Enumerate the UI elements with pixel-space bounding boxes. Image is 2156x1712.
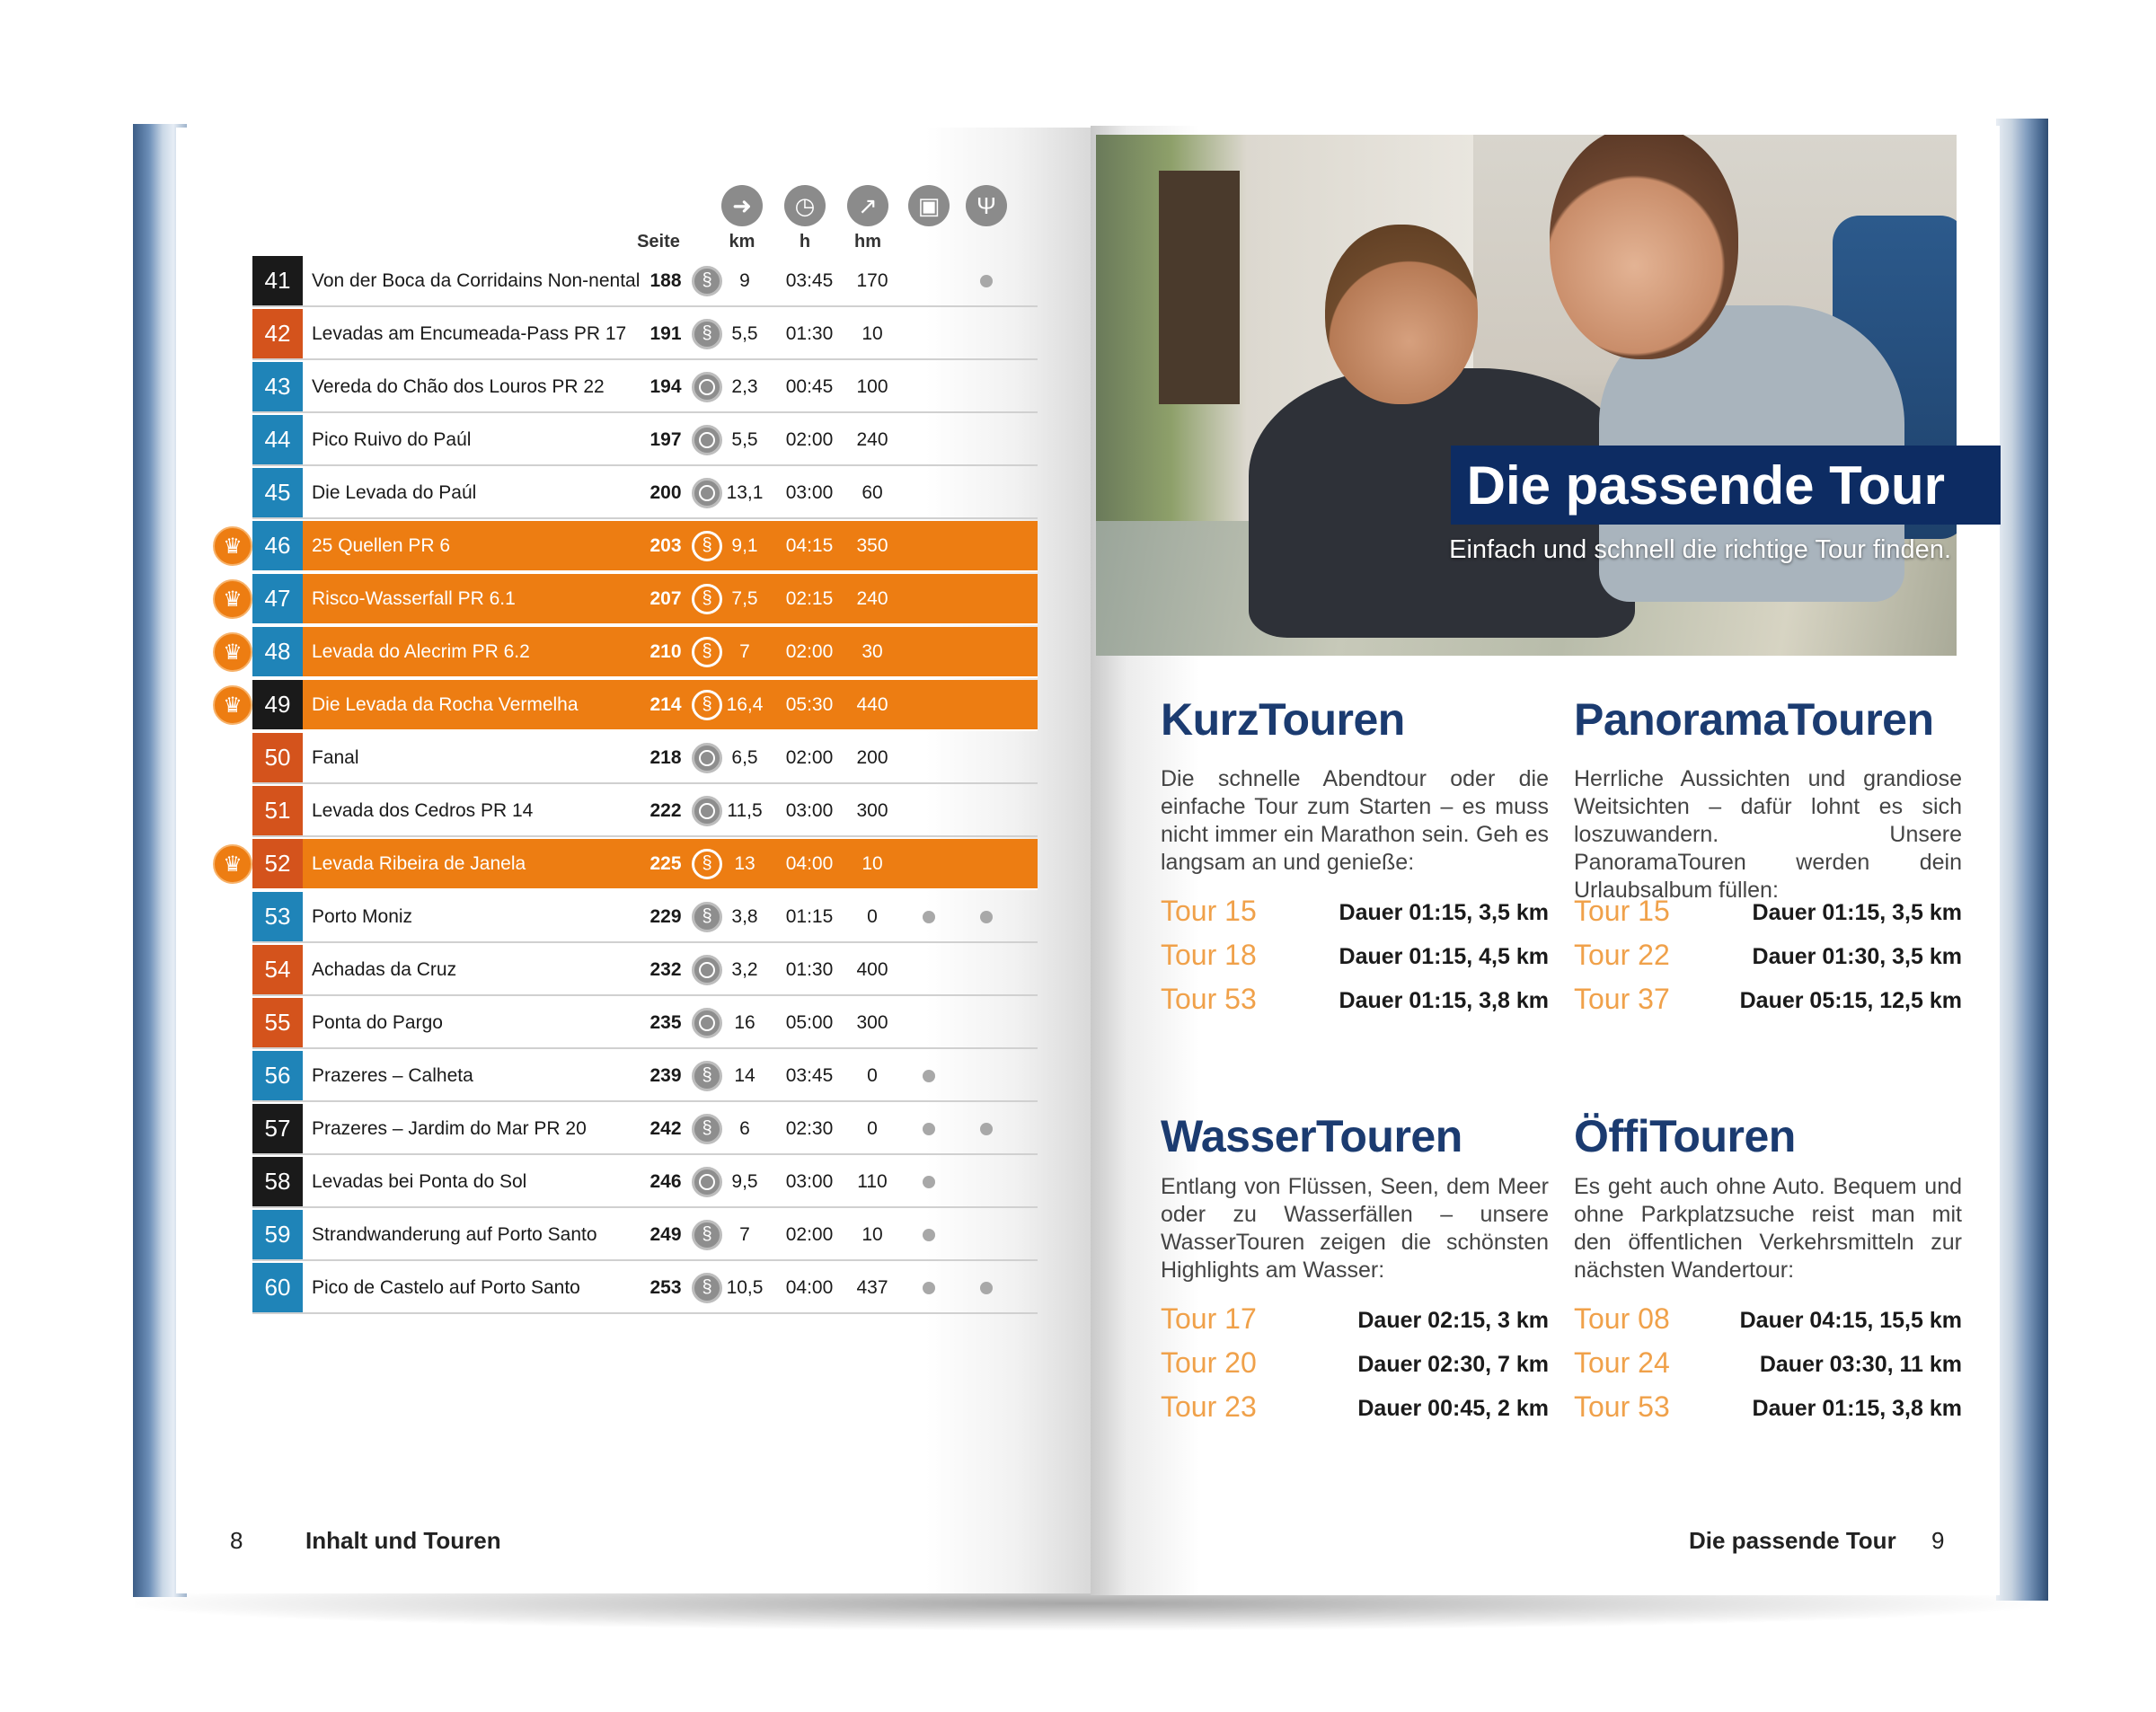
- tour-duration: Dauer 02:30, 7 km: [1357, 1352, 1549, 1377]
- linear-route-icon: §: [692, 1273, 722, 1303]
- tour-title: Levada dos Cedros PR 14: [312, 799, 534, 821]
- cell-h: 04:00: [785, 852, 834, 874]
- cell-seite: 197: [649, 428, 682, 450]
- tour-title: Ponta do Pargo: [312, 1011, 443, 1033]
- tour-number: 52: [252, 839, 303, 888]
- section-title: WasserTouren: [1161, 1111, 1462, 1161]
- cell-km: 7: [739, 640, 750, 662]
- tour-suggestion[interactable]: [1161, 1302, 1549, 1338]
- cell-h: 03:00: [785, 481, 834, 503]
- tour-duration: Dauer 01:15, 4,5 km: [1339, 944, 1549, 969]
- cell-seite: 249: [649, 1223, 682, 1245]
- bus-icon: ▣: [908, 185, 950, 226]
- cell-h: 03:45: [785, 1064, 834, 1086]
- cell-km: 5,5: [731, 322, 758, 344]
- cell-h: 03:00: [785, 1170, 834, 1192]
- cell-hm: 440: [856, 693, 888, 715]
- loop-route-icon: [692, 1167, 722, 1197]
- banner-subtitle: Einfach und schnell die richtige Tour finden.: [1449, 535, 1951, 564]
- tour-duration: Dauer 01:15, 3,5 km: [1752, 900, 1962, 925]
- cell-hm: 10: [862, 852, 883, 874]
- cell-hm: 110: [857, 1170, 888, 1192]
- cell-hm: 200: [856, 746, 888, 768]
- cell-km: 11,5: [727, 799, 763, 821]
- tour-link[interactable]: Tour 18: [1161, 939, 1257, 971]
- table-row[interactable]: [252, 627, 1038, 678]
- bus-dot: [923, 1282, 935, 1294]
- cell-km: 13: [734, 852, 755, 874]
- cell-h: 02:30: [785, 1117, 834, 1139]
- restaurant-icon: Ψ: [966, 185, 1007, 226]
- cell-hm: 240: [856, 587, 888, 609]
- cell-hm: 100: [856, 375, 888, 397]
- tour-number: 59: [252, 1210, 303, 1259]
- cell-seite: 210: [649, 640, 682, 662]
- cell-hm: 10: [862, 322, 883, 344]
- cell-h: 02:00: [785, 1223, 834, 1245]
- loop-route-icon: [692, 955, 722, 985]
- food-dot: [980, 1123, 993, 1135]
- cell-h: 01:30: [785, 958, 834, 980]
- tour-title: Die Levada da Rocha Vermelha: [312, 693, 579, 715]
- cell-km: 9,5: [731, 1170, 758, 1192]
- tour-title: Die Levada do Paúl: [312, 481, 477, 503]
- cell-h: 03:45: [785, 269, 834, 291]
- tour-suggestion[interactable]: [1574, 895, 1962, 931]
- table-row[interactable]: [252, 574, 1038, 625]
- cell-h: 02:00: [785, 640, 834, 662]
- tour-number: 54: [252, 945, 303, 994]
- section-description: Entlang von Flüssen, Seen, dem Meer oder zu Wasserfällen – unsere WasserTouren zeigen die schönsten Highlights am Wasser:: [1161, 1174, 1549, 1283]
- cell-seite: 225: [649, 852, 682, 874]
- tour-number: 56: [252, 1051, 303, 1100]
- tour-number: 42: [252, 309, 303, 358]
- table-row[interactable]: [252, 945, 1038, 996]
- table-row[interactable]: [252, 468, 1038, 519]
- tour-duration: Dauer 01:15, 3,8 km: [1339, 988, 1549, 1013]
- linear-route-icon: §: [692, 584, 722, 614]
- cell-seite: 246: [649, 1170, 682, 1192]
- table-row[interactable]: [252, 1104, 1038, 1155]
- cell-hm: 30: [862, 640, 883, 662]
- bus-dot: [923, 1123, 935, 1135]
- cell-h: 00:45: [785, 375, 834, 397]
- loop-route-icon: [692, 1008, 722, 1038]
- tour-title: Fanal: [312, 746, 359, 768]
- tour-number: 41: [252, 256, 303, 305]
- tour-number: 43: [252, 362, 303, 411]
- tour-link[interactable]: Tour 20: [1161, 1346, 1257, 1379]
- tour-title: Levadas bei Ponta do Sol: [312, 1170, 527, 1192]
- tour-link[interactable]: Tour 17: [1161, 1302, 1257, 1335]
- tour-number: 46: [252, 521, 303, 570]
- tour-number: 53: [252, 892, 303, 941]
- crown-icon: ♛: [213, 844, 252, 884]
- cell-seite: 194: [649, 375, 682, 397]
- tour-title: Vereda do Chão dos Louros PR 22: [312, 375, 605, 397]
- cell-h: 04:15: [785, 534, 834, 556]
- cell-h: 05:30: [785, 693, 834, 715]
- table-row[interactable]: [252, 1263, 1038, 1314]
- cell-km: 3,2: [731, 958, 758, 980]
- ascent-icon: ↗: [847, 185, 888, 226]
- tour-number: 57: [252, 1104, 303, 1153]
- cell-km: 10,5: [726, 1276, 764, 1298]
- table-row[interactable]: [252, 521, 1038, 572]
- bus-dot: [923, 911, 935, 923]
- cell-km: 6,5: [731, 746, 758, 768]
- crown-icon: ♛: [213, 685, 252, 725]
- cell-seite: 207: [649, 587, 682, 609]
- tour-link[interactable]: Tour 15: [1161, 895, 1257, 927]
- loop-route-icon: [692, 743, 722, 773]
- table-row[interactable]: [252, 680, 1038, 731]
- seite-header: Seite: [637, 232, 680, 252]
- linear-route-icon: §: [692, 902, 722, 932]
- cell-h: 02:00: [785, 746, 834, 768]
- tour-number: 44: [252, 415, 303, 464]
- tour-duration: Dauer 01:30, 3,5 km: [1752, 944, 1962, 969]
- tour-number: 45: [252, 468, 303, 517]
- cell-km: 16,4: [726, 693, 764, 715]
- cell-hm: 437: [856, 1276, 888, 1298]
- section-title: ÖffiTouren: [1574, 1111, 1796, 1161]
- linear-route-icon: §: [692, 637, 722, 667]
- tour-number: 60: [252, 1263, 303, 1312]
- tour-title: Levadas am Encumeada-Pass PR 17: [312, 322, 627, 344]
- table-row[interactable]: [252, 1051, 1038, 1102]
- table-row[interactable]: [252, 256, 1038, 307]
- bus-dot: [923, 1229, 935, 1241]
- tour-suggestion[interactable]: [1574, 1302, 1962, 1338]
- tour-title: Porto Moniz: [312, 905, 413, 927]
- tour-title: Von der Boca da Corridains Non-nental: [312, 269, 641, 291]
- tour-number: 50: [252, 733, 303, 782]
- cell-seite: 200: [649, 481, 682, 503]
- cell-hm: 350: [856, 534, 888, 556]
- cell-seite: 218: [649, 746, 682, 768]
- tour-title: Prazeres – Calheta: [312, 1064, 473, 1086]
- cell-seite: 214: [649, 693, 682, 715]
- tour-link[interactable]: Tour 15: [1574, 895, 1670, 927]
- cell-km: 9,1: [731, 534, 758, 556]
- crown-icon: ♛: [213, 579, 252, 619]
- tour-title: Achadas da Cruz: [312, 958, 457, 980]
- left-page-number: 8: [230, 1527, 243, 1554]
- cell-hm: 300: [856, 1011, 888, 1033]
- tour-suggestion[interactable]: [1161, 939, 1549, 975]
- cell-h: 01:30: [785, 322, 834, 344]
- cell-seite: 253: [649, 1276, 682, 1298]
- table-row[interactable]: [252, 362, 1038, 413]
- table-row[interactable]: [252, 998, 1038, 1049]
- hero-photo: [1096, 135, 1957, 656]
- food-dot: [980, 275, 993, 287]
- tour-link[interactable]: Tour 37: [1574, 983, 1670, 1015]
- tour-title: 25 Quellen PR 6: [312, 534, 451, 556]
- table-row[interactable]: [252, 786, 1038, 837]
- cell-km: 5,5: [731, 428, 758, 450]
- tour-link[interactable]: Tour 22: [1574, 939, 1670, 971]
- table-row[interactable]: [252, 733, 1038, 784]
- loop-route-icon: [692, 478, 722, 508]
- table-row[interactable]: [252, 1157, 1038, 1208]
- cell-km: 16: [734, 1011, 755, 1033]
- cell-hm: 240: [856, 428, 888, 450]
- linear-route-icon: §: [692, 531, 722, 561]
- loop-route-icon: [692, 796, 722, 826]
- table-row[interactable]: [252, 415, 1038, 466]
- tour-duration: Dauer 01:15, 3,5 km: [1339, 900, 1549, 925]
- tour-link[interactable]: Tour 23: [1161, 1390, 1257, 1423]
- tour-suggestion[interactable]: [1161, 1390, 1549, 1426]
- cell-hm: 400: [856, 958, 888, 980]
- cell-hm: 0: [867, 1117, 878, 1139]
- tour-number: 48: [252, 627, 303, 676]
- cell-h: 01:15: [785, 905, 834, 927]
- table-row[interactable]: [252, 1210, 1038, 1261]
- tour-title: Levada do Alecrim PR 6.2: [312, 640, 530, 662]
- cell-km: 7,5: [731, 587, 758, 609]
- linear-route-icon: §: [692, 319, 722, 349]
- cell-km: 9: [739, 269, 750, 291]
- cell-seite: 229: [649, 905, 682, 927]
- tour-duration: Dauer 01:15, 3,8 km: [1752, 1396, 1962, 1421]
- linear-route-icon: §: [692, 849, 722, 879]
- cell-hm: 0: [867, 1064, 878, 1086]
- cell-h: 02:00: [785, 428, 834, 450]
- right-page-number: 9: [1931, 1527, 1945, 1554]
- cell-seite: 232: [649, 958, 682, 980]
- tour-link[interactable]: Tour 24: [1574, 1346, 1670, 1379]
- tour-suggestion[interactable]: [1574, 1390, 1962, 1426]
- linear-route-icon: §: [692, 1061, 722, 1091]
- cell-seite: 191: [649, 322, 682, 344]
- tour-title: Pico Ruivo do Paúl: [312, 428, 472, 450]
- tour-number: 58: [252, 1157, 303, 1206]
- tour-title: Risco-Wasserfall PR 6.1: [312, 587, 516, 609]
- bus-dot: [923, 1070, 935, 1082]
- tour-link[interactable]: Tour 53: [1161, 983, 1257, 1015]
- tour-title: Levada Ribeira de Janela: [312, 852, 526, 874]
- left-running-head: Inhalt und Touren: [305, 1527, 501, 1554]
- cell-h: 04:00: [785, 1276, 834, 1298]
- cell-km: 14: [734, 1064, 755, 1086]
- tour-number: 55: [252, 998, 303, 1047]
- book-cover-edge-right: [1996, 119, 2048, 1601]
- crown-icon: ♛: [213, 632, 252, 672]
- section-description: Die schnelle Abendtour oder die einfache Tour zum Starten – es muss nicht immer ein Marathon sein. Geh es langsam an und genieße:: [1161, 766, 1549, 875]
- table-row[interactable]: [252, 839, 1038, 890]
- food-dot: [980, 911, 993, 923]
- tour-title: Pico de Castelo auf Porto Santo: [312, 1276, 580, 1298]
- column-label-hm: hm: [854, 232, 881, 252]
- tour-suggestion[interactable]: [1574, 939, 1962, 975]
- cell-seite: 235: [649, 1011, 682, 1033]
- bus-dot: [923, 1176, 935, 1188]
- clock-icon: ◷: [784, 185, 826, 226]
- tour-duration: Dauer 03:30, 11 km: [1759, 1352, 1962, 1377]
- food-dot: [980, 1282, 993, 1294]
- tour-link[interactable]: Tour 08: [1574, 1302, 1670, 1335]
- cell-hm: 0: [867, 905, 878, 927]
- crown-icon: ♛: [213, 526, 252, 566]
- tour-duration: Dauer 04:15, 15,5 km: [1739, 1308, 1962, 1333]
- tour-number: 47: [252, 574, 303, 623]
- cell-seite: 239: [649, 1064, 682, 1086]
- cell-hm: 300: [856, 799, 888, 821]
- tour-suggestion[interactable]: [1161, 983, 1549, 1019]
- cell-km: 13,1: [726, 481, 764, 503]
- tour-title: Strandwanderung auf Porto Santo: [312, 1223, 597, 1245]
- tour-suggestion[interactable]: [1574, 1346, 1962, 1382]
- table-row[interactable]: [252, 892, 1038, 943]
- signpost-icon: ➜: [721, 185, 763, 226]
- linear-route-icon: §: [692, 690, 722, 720]
- section-title: PanoramaTouren: [1574, 694, 1934, 745]
- section-title: KurzTouren: [1161, 694, 1405, 745]
- cell-h: 03:00: [785, 799, 834, 821]
- tour-title: Prazeres – Jardim do Mar PR 20: [312, 1117, 587, 1139]
- cell-km: 6: [739, 1117, 750, 1139]
- tour-suggestion[interactable]: [1161, 1346, 1549, 1382]
- cell-hm: 170: [856, 269, 888, 291]
- linear-route-icon: §: [692, 266, 722, 296]
- cell-h: 02:15: [785, 587, 834, 609]
- cell-km: 3,8: [731, 905, 758, 927]
- section-description: Es geht auch ohne Auto. Bequem und ohne Parkplatzsuche reist man mit den öffentlichen Verkehrsmitteln zur nächsten Wandertour:: [1574, 1174, 1962, 1283]
- cell-seite: 242: [649, 1117, 682, 1139]
- right-running-head: Die passende Tour: [1689, 1527, 1896, 1554]
- loop-route-icon: [692, 425, 722, 455]
- cell-hm: 10: [862, 1223, 883, 1245]
- table-row[interactable]: [252, 309, 1038, 360]
- tour-suggestion[interactable]: [1161, 895, 1549, 931]
- tour-duration: Dauer 00:45, 2 km: [1357, 1396, 1549, 1421]
- column-label-km: km: [729, 232, 755, 252]
- tour-duration: Dauer 05:15, 12,5 km: [1739, 988, 1962, 1013]
- tour-suggestion[interactable]: [1574, 983, 1962, 1019]
- cell-h: 05:00: [785, 1011, 834, 1033]
- cell-seite: 188: [649, 269, 682, 291]
- linear-route-icon: §: [692, 1114, 722, 1144]
- cell-km: 2,3: [731, 375, 758, 397]
- cell-hm: 60: [862, 481, 883, 503]
- tour-number: 51: [252, 786, 303, 835]
- tour-link[interactable]: Tour 53: [1574, 1390, 1670, 1423]
- tour-number: 49: [252, 680, 303, 729]
- loop-route-icon: [692, 372, 722, 402]
- cell-seite: 222: [649, 799, 682, 821]
- banner-title: Die passende Tour: [1451, 446, 2001, 525]
- linear-route-icon: §: [692, 1220, 722, 1250]
- section-description: Herrliche Aussichten und grandiose Weitsichten – dafür lohnt es sich loszuwandern. Unsere PanoramaTouren werden dein Urlaubsalbum füllen:: [1574, 766, 1962, 903]
- tour-duration: Dauer 02:15, 3 km: [1357, 1308, 1549, 1333]
- column-label-h: h: [799, 232, 811, 252]
- cell-km: 7: [739, 1223, 750, 1245]
- cell-seite: 203: [649, 534, 682, 556]
